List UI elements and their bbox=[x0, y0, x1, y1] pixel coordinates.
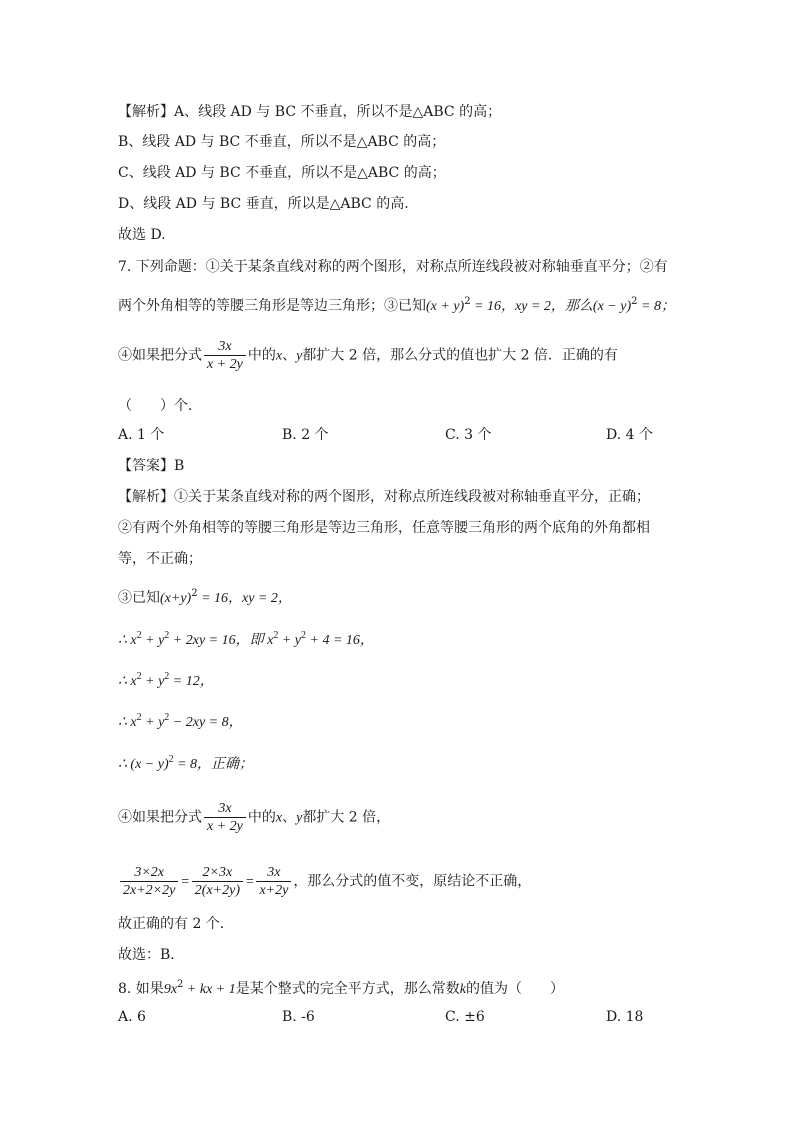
q8-option-a: A. 6 bbox=[118, 1009, 146, 1025]
text: ③已知 bbox=[118, 590, 160, 606]
exponent: 2 bbox=[464, 296, 471, 307]
math-expression: = 8； bbox=[637, 299, 675, 314]
analysis-line-c: C、线段 AD 与 BC 不垂直，所以不是△ABC 的高； bbox=[118, 165, 446, 181]
math-expression: xy bbox=[515, 299, 528, 314]
equals-sign: = bbox=[180, 874, 190, 890]
math-expression: ∴ (x − y) bbox=[118, 757, 169, 772]
math-expression: (x − y) bbox=[592, 299, 632, 314]
analysis-step-3 bbox=[118, 584, 292, 609]
math-expression: + 4 = 16， bbox=[306, 633, 374, 648]
math-expression: ∴ x bbox=[118, 633, 137, 648]
math-variable: y bbox=[296, 348, 303, 364]
math-variable: x bbox=[275, 810, 283, 826]
denominator: x + 2y bbox=[204, 355, 246, 373]
math-expression: = 2， bbox=[254, 591, 292, 606]
text: 是某个整式的完全平方式，那么常数 bbox=[235, 981, 460, 997]
math-expression: (x + y) bbox=[426, 299, 465, 314]
math-variable: k bbox=[459, 982, 466, 997]
numerator: 3x bbox=[218, 339, 232, 354]
exponent: 2 bbox=[136, 630, 142, 641]
text: ④如果把分式 bbox=[118, 809, 202, 826]
text: 都扩大 2 倍， bbox=[302, 809, 391, 826]
equation-line-1 bbox=[118, 626, 374, 651]
analysis-line-1: 【解析】①关于某条直线对称的两个图形，对称点所连线段被对称轴垂直平分，正确； bbox=[118, 489, 650, 505]
equation-line-2 bbox=[118, 667, 214, 692]
exponent: 2 bbox=[136, 671, 142, 682]
math-expression: = 8，正确； bbox=[173, 757, 254, 772]
denominator: x + 2y bbox=[204, 817, 246, 835]
fraction bbox=[204, 338, 246, 373]
text: ④如果把分式 bbox=[118, 347, 202, 364]
exponent: 2 bbox=[136, 712, 142, 723]
question-7-stem: 7. 下列命题：①关于某条直线对称的两个图形，对称点所连线段被对称轴垂直平分；②有 bbox=[118, 259, 668, 275]
exponent: 2 bbox=[168, 754, 174, 765]
text: ，那么分式的值不变，原结论不正确， bbox=[293, 873, 532, 890]
exponent: 2 bbox=[191, 588, 198, 599]
math-expression: 9x bbox=[163, 982, 178, 997]
exponent: 2 bbox=[631, 296, 638, 307]
fraction bbox=[204, 800, 246, 835]
question-7-line-2 bbox=[118, 292, 675, 317]
math-expression: + y bbox=[141, 674, 165, 689]
exponent: 2 bbox=[301, 630, 307, 641]
q8-option-d: D. 18 bbox=[606, 1009, 644, 1025]
math-expression: ∴ x bbox=[118, 715, 137, 730]
math-variable: x bbox=[275, 348, 283, 364]
answer-label: 【答案】B bbox=[118, 458, 185, 474]
fraction-equation bbox=[118, 864, 531, 899]
exponent: 2 bbox=[164, 671, 170, 682]
equation-line-3 bbox=[118, 708, 243, 733]
exponent: 2 bbox=[164, 712, 170, 723]
fraction bbox=[120, 864, 178, 899]
fraction bbox=[256, 864, 291, 899]
math-expression: + y bbox=[278, 633, 302, 648]
option-c: C. 3 个 bbox=[445, 427, 492, 443]
equation-line-4 bbox=[118, 750, 253, 775]
math-variable: y bbox=[296, 810, 303, 826]
text: 、 bbox=[282, 809, 297, 826]
text: 、 bbox=[282, 347, 297, 364]
math-expression: + y bbox=[141, 715, 165, 730]
text: 中的 bbox=[247, 809, 276, 826]
text: 8. 如果 bbox=[118, 981, 164, 997]
numerator: 3x bbox=[218, 801, 232, 816]
analysis-line-d: D、线段 AD 与 BC 垂直，所以是△ABC 的高. bbox=[118, 196, 409, 212]
math-expression: = 2，那么 bbox=[527, 299, 593, 314]
conclusion-line: 故正确的有 2 个． bbox=[118, 916, 234, 932]
math-expression: xy bbox=[242, 591, 255, 606]
denominator: 2(x+2y) bbox=[192, 881, 243, 899]
question-7-blank: （ ）个． bbox=[118, 398, 202, 414]
equals-sign: = bbox=[244, 874, 255, 890]
math-expression: = 16， bbox=[470, 299, 516, 314]
math-expression: + y bbox=[141, 633, 165, 648]
analysis-line-3: 等，不正确； bbox=[118, 551, 202, 567]
numerator: 3x bbox=[267, 865, 281, 880]
exponent: 2 bbox=[164, 630, 170, 641]
denominator: 2x+2×2y bbox=[120, 881, 178, 899]
text: 的值为（ ） bbox=[465, 981, 564, 997]
numerator: 3×2x bbox=[134, 865, 164, 880]
analysis-line-a: 【解析】A、线段 AD 与 BC 不垂直，所以不是△ABC 的高； bbox=[118, 104, 502, 120]
math-expression: = 16， bbox=[197, 591, 243, 606]
math-expression: = 12， bbox=[169, 674, 214, 689]
answer-choice-line: 故选 D. bbox=[118, 227, 166, 243]
math-expression: + 2xy = 16，即 x bbox=[169, 633, 274, 648]
question-7-line-3 bbox=[118, 338, 618, 373]
analysis-step-4 bbox=[118, 800, 390, 835]
option-b: B. 2 个 bbox=[282, 427, 329, 443]
choice-line: 故选：B． bbox=[118, 947, 185, 963]
q8-option-b: B. -6 bbox=[282, 1009, 315, 1025]
exponent: 2 bbox=[273, 630, 279, 641]
option-d: D. 4 个 bbox=[606, 427, 653, 443]
text: 中的 bbox=[247, 347, 276, 364]
text: 都扩大 2 倍，那么分式的值也扩大 2 倍．正确的有 bbox=[302, 347, 618, 364]
q8-option-c: C. ±6 bbox=[445, 1009, 485, 1025]
text: 两个外角相等的等腰三角形是等边三角形；③已知 bbox=[118, 298, 426, 314]
option-a: A. 1 个 bbox=[118, 427, 165, 443]
exponent: 2 bbox=[177, 979, 184, 990]
question-8-stem bbox=[118, 975, 564, 1000]
denominator: x+2y bbox=[256, 881, 291, 899]
math-expression: ∴ x bbox=[118, 674, 137, 689]
math-expression: − 2xy = 8， bbox=[169, 715, 243, 730]
analysis-line-2: ②有两个外角相等的等腰三角形是等边三角形，任意等腰三角形的两个底角的外角都相 bbox=[118, 520, 650, 536]
math-expression: (x+y) bbox=[160, 591, 192, 606]
fraction bbox=[192, 864, 243, 899]
numerator: 2×3x bbox=[202, 865, 233, 880]
math-expression: + kx + 1 bbox=[183, 982, 236, 997]
analysis-line-b: B、线段 AD 与 BC 不垂直，所以不是△ABC 的高； bbox=[118, 134, 446, 150]
